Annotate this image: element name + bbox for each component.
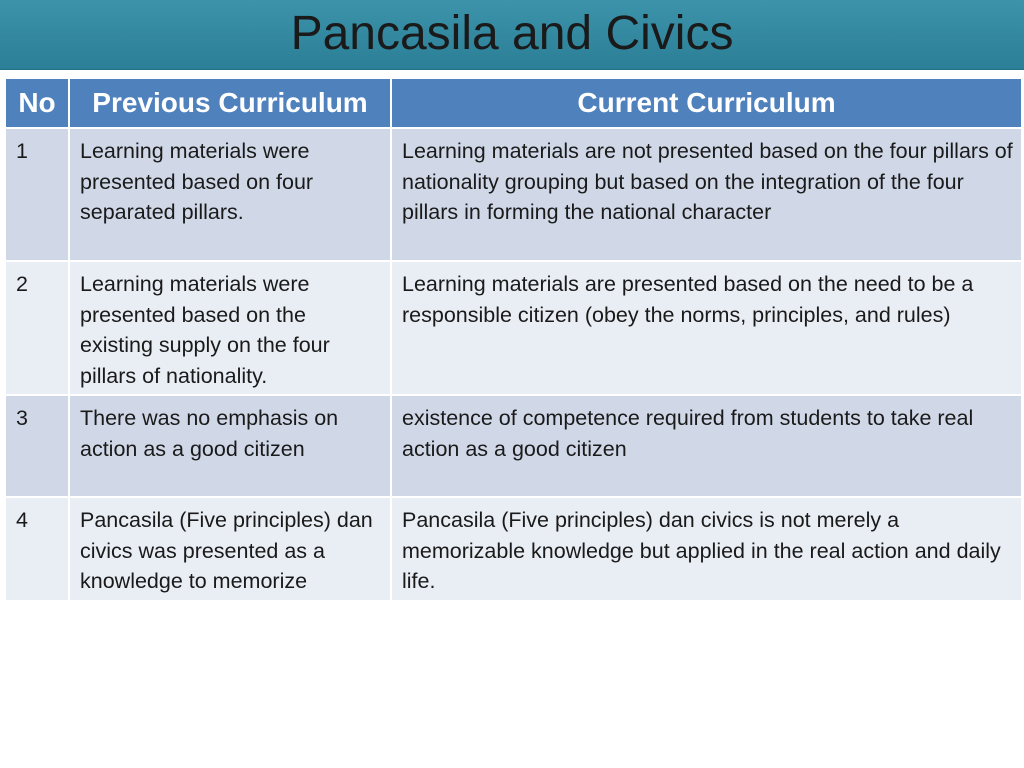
previous-curriculum-cell: Learning materials were presented based on four separated pillars. xyxy=(69,128,391,261)
table-row xyxy=(5,395,1022,497)
previous-curriculum-cell: Pancasila (Five principles) dan civics was presented as a knowledge to memorize xyxy=(69,497,391,601)
previous-curriculum-cell: Learning materials were presented based on the existing supply on the four pillars of nationality. xyxy=(69,261,391,395)
row-number: 2 xyxy=(5,261,69,395)
table-header-row xyxy=(5,78,1022,128)
row-number: 1 xyxy=(5,128,69,261)
table-row xyxy=(5,261,1022,395)
current-curriculum-cell: Pancasila (Five principles) dan civics is not merely a memorizable knowledge but applied in the real action and daily life. xyxy=(391,497,1022,601)
current-curriculum-cell: Learning materials are presented based on the need to be a responsible citizen (obey the norms, principles, and rules) xyxy=(391,261,1022,395)
previous-curriculum-cell: There was no emphasis on action as a good citizen xyxy=(69,395,391,497)
table-row xyxy=(5,497,1022,601)
row-number: 3 xyxy=(5,395,69,497)
row-number: 4 xyxy=(5,497,69,601)
curriculum-comparison-table xyxy=(4,77,1021,602)
header-current-curriculum: Current Curriculum xyxy=(391,78,1022,128)
title-bar xyxy=(0,0,1024,70)
comparison-table xyxy=(4,77,1023,602)
header-no: No xyxy=(5,78,69,128)
table-row xyxy=(5,128,1022,261)
current-curriculum-cell: existence of competence required from students to take real action as a good citizen xyxy=(391,395,1022,497)
header-previous-curriculum: Previous Curriculum xyxy=(69,78,391,128)
current-curriculum-cell: Learning materials are not presented based on the four pillars of nationality grouping but based on the integration of the four pillars in forming the national character xyxy=(391,128,1022,261)
slide-title: Pancasila and Civics xyxy=(290,7,734,60)
